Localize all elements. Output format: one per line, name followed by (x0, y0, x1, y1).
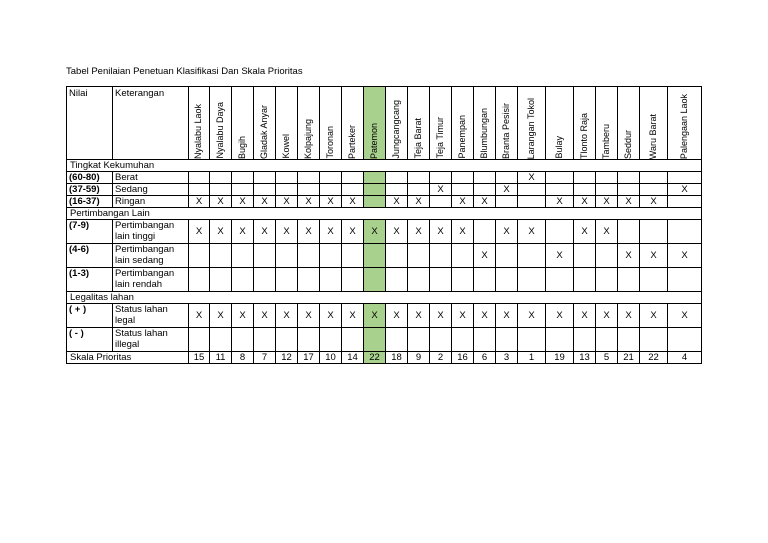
nilai-cell: ( + ) (67, 304, 113, 328)
header-row (67, 87, 702, 160)
mark-cell: X (618, 196, 640, 208)
nilai-cell: (4-6) (67, 244, 113, 268)
mark-cell (232, 184, 254, 196)
mark-cell (546, 220, 574, 244)
mark-cell (364, 172, 386, 184)
mark-cell: X (518, 304, 546, 328)
mark-cell: X (408, 304, 430, 328)
mark-cell (408, 244, 430, 268)
keterangan-cell: Sedang (113, 184, 189, 196)
mark-cell: 12 (276, 352, 298, 364)
mark-cell (298, 268, 320, 292)
priority-table (66, 86, 702, 364)
mark-cell (640, 184, 668, 196)
mark-cell (430, 268, 452, 292)
mark-cell (254, 184, 276, 196)
keterangan-cell: Status lahan illegal (113, 328, 189, 352)
mark-cell (546, 184, 574, 196)
mark-cell (386, 244, 408, 268)
mark-cell (189, 244, 210, 268)
section-title: Pertimbangan Lain (67, 208, 702, 220)
table-row (67, 304, 702, 328)
mark-cell (320, 244, 342, 268)
mark-cell: 22 (640, 352, 668, 364)
mark-cell: X (452, 304, 474, 328)
mark-cell (342, 244, 364, 268)
mark-cell (430, 196, 452, 208)
mark-cell: 9 (408, 352, 430, 364)
village-name: Larangan Tokol (525, 97, 536, 159)
mark-cell (474, 328, 496, 352)
table-row (67, 268, 702, 292)
mark-cell: X (298, 196, 320, 208)
mark-cell (574, 268, 596, 292)
mark-cell (546, 268, 574, 292)
mark-cell (386, 268, 408, 292)
mark-cell: X (518, 220, 546, 244)
nilai-cell: (1-3) (67, 268, 113, 292)
header-village (320, 87, 342, 160)
header-village (546, 87, 574, 160)
header-village (618, 87, 640, 160)
header-village (408, 87, 430, 160)
mark-cell (518, 196, 546, 208)
mark-cell (518, 268, 546, 292)
mark-cell (408, 184, 430, 196)
village-name: Palengaan Laok (678, 93, 689, 159)
mark-cell (408, 328, 430, 352)
mark-cell (546, 172, 574, 184)
mark-cell: X (386, 220, 408, 244)
mark-cell (320, 184, 342, 196)
mark-cell: X (452, 196, 474, 208)
header-village (596, 87, 618, 160)
mark-cell (596, 184, 618, 196)
mark-cell: 10 (320, 352, 342, 364)
village-name: Blumbungan (478, 108, 489, 159)
mark-cell (232, 244, 254, 268)
village-name: Jungcangcang (390, 100, 401, 159)
mark-cell (496, 196, 518, 208)
mark-cell: 21 (618, 352, 640, 364)
header-village (640, 87, 668, 160)
mark-cell: 8 (232, 352, 254, 364)
mark-cell: X (298, 304, 320, 328)
mark-cell: X (298, 220, 320, 244)
mark-cell: X (189, 196, 210, 208)
mark-cell (408, 172, 430, 184)
mark-cell (210, 244, 232, 268)
mark-cell (189, 328, 210, 352)
mark-cell (668, 328, 702, 352)
mark-cell (189, 172, 210, 184)
mark-cell (496, 244, 518, 268)
header-village (668, 87, 702, 160)
mark-cell: X (618, 244, 640, 268)
table-row (67, 220, 702, 244)
header-village (276, 87, 298, 160)
mark-cell (452, 268, 474, 292)
header-village (298, 87, 320, 160)
mark-cell: 7 (254, 352, 276, 364)
mark-cell (430, 244, 452, 268)
mark-cell (364, 268, 386, 292)
mark-cell (276, 328, 298, 352)
header-keterangan: Keterangan (113, 87, 189, 160)
mark-cell: 5 (596, 352, 618, 364)
mark-cell (618, 220, 640, 244)
mark-cell: X (386, 196, 408, 208)
table-row (67, 328, 702, 352)
mark-cell (320, 172, 342, 184)
mark-cell: X (254, 304, 276, 328)
mark-cell: X (276, 196, 298, 208)
mark-cell: X (232, 220, 254, 244)
mark-cell: X (640, 244, 668, 268)
table-row (67, 172, 702, 184)
mark-cell: 19 (546, 352, 574, 364)
mark-cell: 6 (474, 352, 496, 364)
skala-label: Skala Prioritas (67, 352, 189, 364)
mark-cell: 13 (574, 352, 596, 364)
mark-cell (640, 220, 668, 244)
village-name: Nyalabu Laok (193, 103, 204, 159)
village-name: Panempan (456, 115, 467, 159)
mark-cell (298, 172, 320, 184)
mark-cell (210, 328, 232, 352)
skala-row (67, 352, 702, 364)
mark-cell: X (574, 220, 596, 244)
table-row (67, 184, 702, 196)
mark-cell (364, 244, 386, 268)
mark-cell (452, 328, 474, 352)
mark-cell: X (668, 184, 702, 196)
mark-cell: X (408, 220, 430, 244)
mark-cell (452, 184, 474, 196)
mark-cell: X (320, 196, 342, 208)
mark-cell (518, 244, 546, 268)
mark-cell (546, 328, 574, 352)
mark-cell (386, 328, 408, 352)
mark-cell: X (210, 304, 232, 328)
header-village (364, 87, 386, 160)
mark-cell (298, 244, 320, 268)
nilai-cell: (7-9) (67, 220, 113, 244)
mark-cell: X (254, 196, 276, 208)
mark-cell: X (640, 196, 668, 208)
village-name: Tamberu (600, 123, 611, 159)
mark-cell: 4 (668, 352, 702, 364)
mark-cell (298, 184, 320, 196)
mark-cell (574, 244, 596, 268)
mark-cell: X (596, 304, 618, 328)
mark-cell: X (430, 184, 452, 196)
mark-cell: 2 (430, 352, 452, 364)
mark-cell: X (430, 304, 452, 328)
mark-cell: X (408, 196, 430, 208)
mark-cell: X (386, 304, 408, 328)
mark-cell (320, 328, 342, 352)
mark-cell: 1 (518, 352, 546, 364)
section-row (67, 160, 702, 172)
mark-cell: 11 (210, 352, 232, 364)
village-name: Kolpajung (302, 118, 313, 159)
mark-cell (618, 328, 640, 352)
village-name: Bugih (236, 135, 247, 159)
mark-cell: X (254, 220, 276, 244)
mark-cell: X (496, 220, 518, 244)
village-name: Gladak Anyar (258, 104, 269, 159)
mark-cell (496, 328, 518, 352)
mark-cell (618, 184, 640, 196)
mark-cell: X (618, 304, 640, 328)
mark-cell (320, 268, 342, 292)
mark-cell: X (210, 220, 232, 244)
mark-cell: X (546, 304, 574, 328)
mark-cell: 16 (452, 352, 474, 364)
mark-cell (254, 172, 276, 184)
mark-cell (189, 268, 210, 292)
nilai-cell: (37-59) (67, 184, 113, 196)
mark-cell (596, 244, 618, 268)
mark-cell (276, 244, 298, 268)
header-village (430, 87, 452, 160)
mark-cell (386, 172, 408, 184)
mark-cell (452, 244, 474, 268)
section-row (67, 208, 702, 220)
mark-cell: X (596, 196, 618, 208)
mark-cell (618, 172, 640, 184)
header-village (210, 87, 232, 160)
mark-cell (574, 328, 596, 352)
mark-cell (618, 268, 640, 292)
village-name: Branta Pesisir (500, 102, 511, 159)
mark-cell: X (320, 304, 342, 328)
table-title: Tabel Penilaian Penetuan Klasifikasi Dan Skala Prioritas (66, 66, 303, 77)
mark-cell (574, 172, 596, 184)
mark-cell (276, 268, 298, 292)
mark-cell: X (546, 244, 574, 268)
table-row (67, 196, 702, 208)
keterangan-cell: Pertimbangan lain rendah (113, 268, 189, 292)
mark-cell (496, 268, 518, 292)
village-name: Parteker (346, 124, 357, 159)
village-name: Kowel (280, 134, 291, 159)
mark-cell (574, 184, 596, 196)
mark-cell: X (320, 220, 342, 244)
mark-cell (298, 328, 320, 352)
mark-cell (276, 184, 298, 196)
mark-cell (364, 184, 386, 196)
header-village (496, 87, 518, 160)
mark-cell (596, 328, 618, 352)
mark-cell: 18 (386, 352, 408, 364)
mark-cell (496, 172, 518, 184)
mark-cell (210, 268, 232, 292)
mark-cell: X (430, 220, 452, 244)
mark-cell (640, 328, 668, 352)
mark-cell: 14 (342, 352, 364, 364)
mark-cell: X (342, 220, 364, 244)
mark-cell (640, 172, 668, 184)
village-name: Waru Barat (647, 113, 658, 159)
keterangan-cell: Status lahan legal (113, 304, 189, 328)
village-name: Tlonto Raja (578, 112, 589, 159)
mark-cell: X (189, 220, 210, 244)
section-title: Tingkat Kekumuhan (67, 160, 702, 172)
mark-cell (518, 328, 546, 352)
mark-cell: X (210, 196, 232, 208)
mark-cell (210, 172, 232, 184)
mark-cell: 22 (364, 352, 386, 364)
village-name: Teja Barat (412, 118, 423, 159)
header-village (254, 87, 276, 160)
section-row (67, 292, 702, 304)
mark-cell (276, 172, 298, 184)
mark-cell (452, 172, 474, 184)
mark-cell: X (496, 184, 518, 196)
keterangan-cell: Pertimbangan lain tinggi (113, 220, 189, 244)
village-name: Bulay (553, 136, 564, 159)
mark-cell: X (342, 196, 364, 208)
mark-cell (386, 184, 408, 196)
mark-cell: X (342, 304, 364, 328)
mark-cell (342, 184, 364, 196)
village-name: Nyalabu Daya (214, 102, 225, 159)
nilai-cell: ( - ) (67, 328, 113, 352)
header-nilai: Nilai (67, 87, 113, 160)
mark-cell: X (232, 304, 254, 328)
mark-cell (254, 328, 276, 352)
mark-cell (342, 328, 364, 352)
mark-cell: X (640, 304, 668, 328)
mark-cell: 17 (298, 352, 320, 364)
table-row (67, 244, 702, 268)
mark-cell (474, 184, 496, 196)
header-village (232, 87, 254, 160)
mark-cell (254, 244, 276, 268)
keterangan-cell: Ringan (113, 196, 189, 208)
mark-cell (210, 184, 232, 196)
mark-cell (668, 268, 702, 292)
header-village (386, 87, 408, 160)
mark-cell (596, 268, 618, 292)
village-name: Patemon (368, 122, 379, 159)
mark-cell (474, 172, 496, 184)
keterangan-cell: Berat (113, 172, 189, 184)
header-village (474, 87, 496, 160)
mark-cell: X (546, 196, 574, 208)
mark-cell (668, 196, 702, 208)
mark-cell (254, 268, 276, 292)
mark-cell (430, 172, 452, 184)
mark-cell (668, 172, 702, 184)
mark-cell (232, 268, 254, 292)
mark-cell: X (496, 304, 518, 328)
mark-cell: X (189, 304, 210, 328)
mark-cell (342, 268, 364, 292)
mark-cell: X (574, 304, 596, 328)
mark-cell: X (574, 196, 596, 208)
mark-cell (342, 172, 364, 184)
mark-cell: X (518, 172, 546, 184)
header-village (574, 87, 596, 160)
keterangan-cell: Pertimbangan lain sedang (113, 244, 189, 268)
mark-cell (518, 184, 546, 196)
header-village (452, 87, 474, 160)
mark-cell: X (232, 196, 254, 208)
mark-cell (474, 220, 496, 244)
mark-cell: X (364, 304, 386, 328)
nilai-cell: (16-37) (67, 196, 113, 208)
header-village (189, 87, 210, 160)
mark-cell: X (474, 304, 496, 328)
village-name: Teja Timur (434, 117, 445, 159)
mark-cell: 3 (496, 352, 518, 364)
mark-cell (474, 268, 496, 292)
mark-cell (364, 196, 386, 208)
mark-cell: X (364, 220, 386, 244)
mark-cell: X (452, 220, 474, 244)
mark-cell: X (596, 220, 618, 244)
header-village (518, 87, 546, 160)
mark-cell: X (474, 196, 496, 208)
mark-cell (189, 184, 210, 196)
mark-cell: X (276, 220, 298, 244)
mark-cell (364, 328, 386, 352)
mark-cell (668, 220, 702, 244)
section-title: Legalitas lahan (67, 292, 702, 304)
village-name: Toronan (324, 126, 335, 159)
mark-cell: 15 (189, 352, 210, 364)
mark-cell (232, 172, 254, 184)
mark-cell: X (668, 304, 702, 328)
mark-cell (232, 328, 254, 352)
mark-cell (640, 268, 668, 292)
mark-cell: X (276, 304, 298, 328)
mark-cell (430, 328, 452, 352)
mark-cell (408, 268, 430, 292)
mark-cell: X (474, 244, 496, 268)
mark-cell: X (668, 244, 702, 268)
village-name: Seddur (622, 129, 633, 159)
header-village (342, 87, 364, 160)
mark-cell (596, 172, 618, 184)
nilai-cell: (60-80) (67, 172, 113, 184)
